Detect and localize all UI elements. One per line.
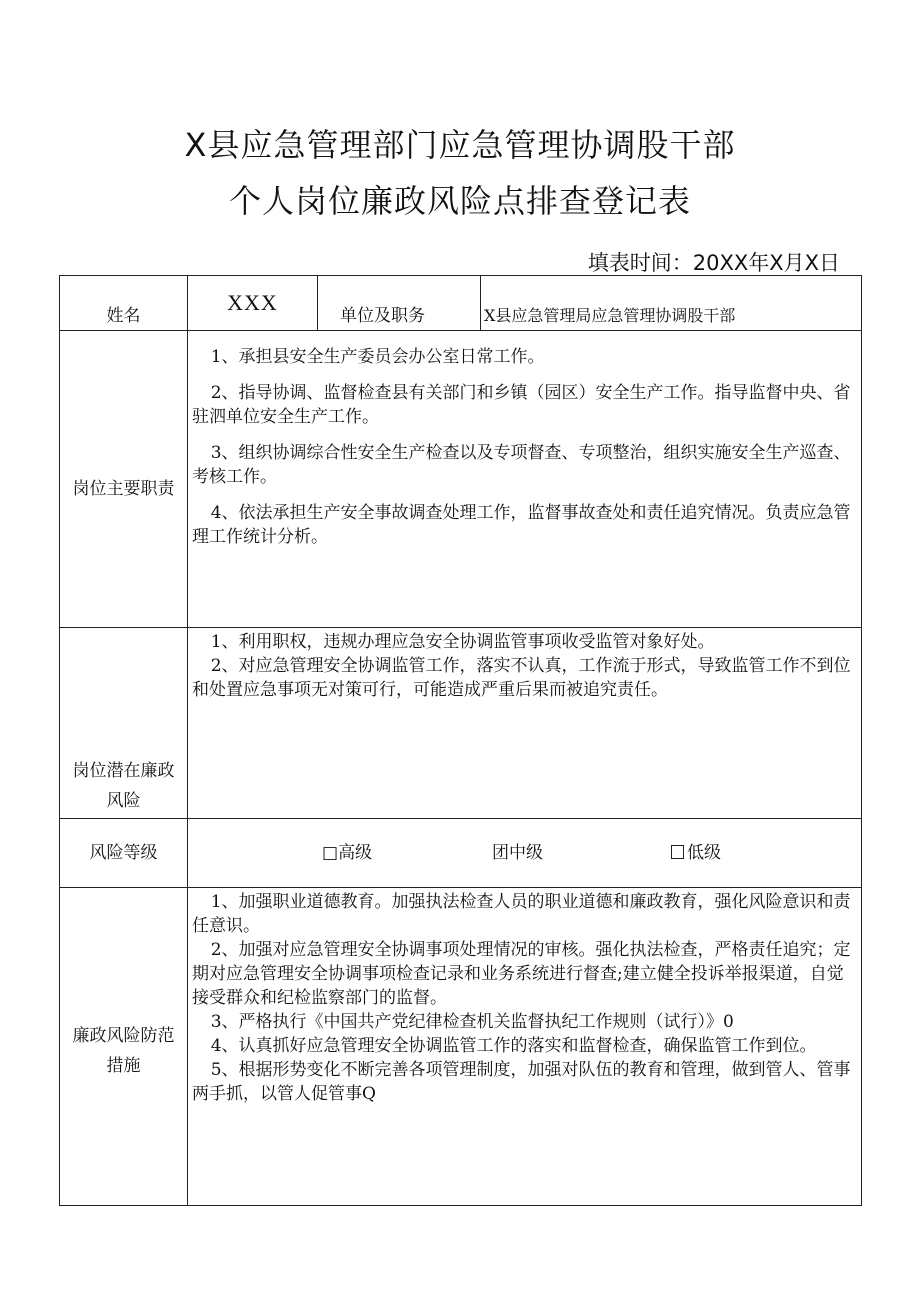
duties-content [188,331,862,628]
name-row [60,276,862,331]
duty-item: 2、指导协调、监督检查县有关部门和乡镇（园区）安全生产工作。指导监督中央、省驻泗单位安全生产工作。 [192,383,851,427]
measure-item: 4、认真抓好应急管理安全协调监管工作的落实和监督检查，确保监管工作到位。 [210,1036,817,1056]
risks-label [60,628,188,819]
duty-item: 1、承担县安全生产委员会办公室日常工作。 [210,347,545,367]
measures-content [188,888,862,1206]
measures-label-line2: 措施 [106,1055,141,1076]
risk-level-row [60,819,862,888]
risks-label-line2: 风险 [106,791,141,811]
unit-label: 单位及职务 [318,276,481,331]
measures-label [60,888,188,1206]
measures-row [60,888,862,1206]
measure-item: 3、严格执行《中国共产党纪律检查机关监督执纪工作规则（试行）》0 [210,1012,734,1032]
measure-item: 5、根据形势变化不断完善各项管理制度，加强对队伍的教育和管理，做到管人、管事两手抓，以管人促管事Q [192,1060,851,1104]
high-checkbox-mark: □ [322,843,339,863]
low-option-label: 低级 [687,843,721,863]
high-option-label: 高级 [338,843,373,863]
name-label: 姓名 [60,276,188,331]
risk-level-options [188,819,862,888]
medium-option-label: 中级 [509,843,543,863]
risk-item: 2、对应急管理安全协调监管工作，落实不认真，工作流于形式，导致监管工作不到位和处置应急事项无对策可行，可能造成严重后果而被追究责任。 [192,656,851,700]
measure-item: 1、加强职业道德教育。加强执法检查人员的职业道德和廉政教育，强化风险意识和责任意识。 [192,892,851,936]
medium-checkbox-mark: 团 [492,843,509,863]
risks-label-line1: 岗位潜在廉政 [72,761,175,781]
duty-item: 3、组织协调综合性安全生产检查以及专项督查、专项整治，组织实施安全生产巡查、考核工作。 [192,443,851,487]
duty-item: 4、依法承担生产安全事故调查处理工作，监督事故查处和责任追究情况。负责应急管理工作统计分析。 [192,503,851,547]
name-value: XXX [188,276,318,331]
duties-label: 岗位主要职责 [60,331,188,628]
registration-form-table [59,275,862,1206]
unit-value: X县应急管理局应急管理协调股干部 [481,276,862,331]
document-title-line1: X县应急管理部门应急管理协调股干部 [184,126,736,164]
document-title-line2: 个人岗位廉政风险点排查登记表 [228,182,691,220]
risks-row [60,628,862,819]
measures-label-line1: 廉政风险防范 [72,1025,175,1046]
risks-content [188,628,862,819]
risk-level-high-option[interactable] [322,841,372,865]
risk-level-medium-option[interactable] [492,841,543,865]
risk-level-low-option[interactable] [671,841,721,865]
low-checkbox-icon [671,845,684,859]
duties-row [60,331,862,628]
measure-item: 2、加强对应急管理安全协调事项处理情况的审核。强化执法检查，严格责任追究；定期对应急管理安全协调事项检查记录和业务系统进行督查;建立健全投诉举报渠道，自觉接受群众和纪检监察部门的监督。 [192,940,851,1008]
fill-date: 填表时间：20XX年X月X日 [587,251,840,275]
risk-item: 1、利用职权，违规办理应急安全协调监管事项收受监管对象好处。 [210,632,715,652]
risk-level-label: 风险等级 [60,819,188,888]
